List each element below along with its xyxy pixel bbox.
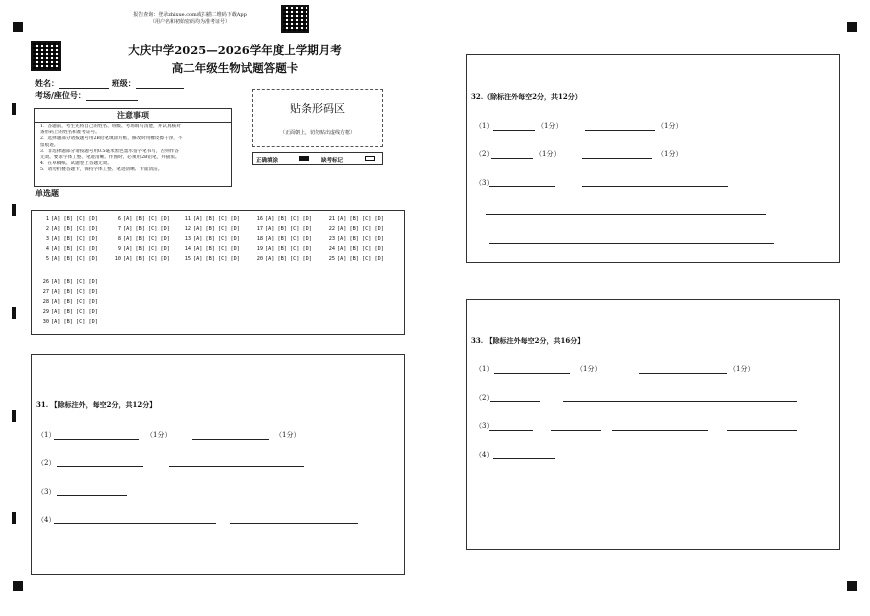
- q31-part2-blank1[interactable]: [57, 466, 143, 467]
- mc-question-number: 7: [117, 226, 121, 232]
- mc-options[interactable]: [A] [B] [C] [D]: [265, 236, 312, 242]
- q31-box: [31, 354, 405, 575]
- timing-mark: [12, 512, 16, 524]
- mc-question-5[interactable]: [40, 256, 98, 262]
- q32-part1-blank2[interactable]: [585, 130, 655, 131]
- mc-question-18[interactable]: [254, 236, 312, 242]
- timing-mark: [12, 103, 16, 115]
- mc-question-7[interactable]: [112, 226, 170, 232]
- mc-options[interactable]: [A] [B] [C] [D]: [123, 246, 170, 252]
- q33-part4-label: （4）: [475, 451, 494, 459]
- mc-options[interactable]: [A] [B] [C] [D]: [123, 216, 170, 222]
- q32-part2-score1: （1分）: [535, 150, 561, 158]
- correct-fill-label: 正确填涂: [256, 158, 279, 164]
- notes-box: [34, 108, 232, 187]
- mc-options[interactable]: [A] [B] [C] [D]: [51, 256, 98, 262]
- notes-line: 无效。要求字体工整、笔迹清晰。作图时，必须用2B铅笔，并描浓。: [40, 155, 180, 161]
- mc-options[interactable]: [A] [B] [C] [D]: [51, 299, 98, 305]
- timing-mark: [12, 204, 16, 216]
- q32-part2-blank1[interactable]: [491, 158, 533, 159]
- mc-question-number: 27: [42, 289, 49, 295]
- mc-options[interactable]: [A] [B] [C] [D]: [51, 309, 98, 315]
- q33-part3-blank4[interactable]: [727, 430, 797, 431]
- mc-question-number: 3: [45, 236, 49, 242]
- mc-question-number: 26: [42, 279, 49, 285]
- mc-options[interactable]: [A] [B] [C] [D]: [51, 226, 98, 232]
- q32-box: [466, 54, 840, 263]
- mc-question-9[interactable]: [112, 246, 170, 252]
- mc-question-6[interactable]: [112, 216, 170, 222]
- exam-title-line1: 大庆中学2025—2026学年度上学期月考: [128, 43, 342, 57]
- mc-question-14[interactable]: [182, 246, 240, 252]
- qr-code-icon: [31, 41, 61, 71]
- mc-question-20[interactable]: [254, 256, 312, 262]
- barcode-area: [252, 89, 383, 147]
- report-notice-line2: （用户名和初始密码均为准考证号）: [149, 19, 230, 25]
- mc-question-number: 29: [42, 309, 49, 315]
- mc-question-26[interactable]: [40, 279, 98, 285]
- notes-title: 注意事项: [117, 110, 149, 120]
- mc-question-number: 14: [184, 246, 191, 252]
- mc-options[interactable]: [A] [B] [C] [D]: [337, 226, 384, 232]
- mc-question-30[interactable]: [40, 319, 98, 325]
- mc-question-number: 9: [117, 246, 121, 252]
- q32-part1-label: （1）: [475, 122, 494, 130]
- q33-box: [466, 299, 840, 550]
- mc-options[interactable]: [A] [B] [C] [D]: [123, 256, 170, 262]
- mc-question-12[interactable]: [182, 226, 240, 232]
- q32-part2-blank2[interactable]: [582, 158, 652, 159]
- mc-question-number: 28: [42, 299, 49, 305]
- q31-part1-score2: （1分）: [275, 431, 301, 439]
- mc-question-13[interactable]: [182, 236, 240, 242]
- mc-options[interactable]: [A] [B] [C] [D]: [51, 246, 98, 252]
- mc-options[interactable]: [A] [B] [C] [D]: [123, 226, 170, 232]
- q33-part3-blank2[interactable]: [551, 430, 601, 431]
- mc-question-22[interactable]: [326, 226, 384, 232]
- mc-question-number: 17: [256, 226, 263, 232]
- q33-title: 33. 【除标注外每空2分，共16分】: [471, 336, 585, 345]
- mc-options[interactable]: [A] [B] [C] [D]: [337, 216, 384, 222]
- seat-field[interactable]: [86, 92, 138, 101]
- q32-title: 32.（除标注外每空2分，共12分）: [471, 92, 582, 101]
- q32-part3-blank2[interactable]: [582, 186, 728, 187]
- timing-mark: [12, 307, 16, 319]
- mc-options[interactable]: [A] [B] [C] [D]: [193, 256, 240, 262]
- notes-line: 留痕迹。: [40, 142, 59, 148]
- corner-mark-top-left: [13, 22, 23, 32]
- mc-question-1[interactable]: [40, 216, 98, 222]
- mc-question-2[interactable]: [40, 226, 98, 232]
- corner-mark-top-right: [847, 22, 857, 32]
- mc-question-number: 2: [45, 226, 49, 232]
- q32-part3-label: （3）: [475, 179, 494, 187]
- class-label: 班级：: [111, 78, 136, 88]
- q32-part2-score2: （1分）: [657, 150, 683, 158]
- mc-options[interactable]: [A] [B] [C] [D]: [51, 279, 98, 285]
- q33-part2-label: （2）: [475, 394, 494, 402]
- notes-line: 5．请勿折叠答题卡，保持字体工整、笔迹清晰、卡面清洁。: [40, 167, 163, 173]
- correct-fill-sample: [299, 156, 309, 161]
- mc-question-number: 18: [256, 236, 263, 242]
- mc-question-24[interactable]: [326, 246, 384, 252]
- mc-question-number: 13: [184, 236, 191, 242]
- q33-part1-score1: （1分）: [576, 365, 602, 373]
- mc-options[interactable]: [A] [B] [C] [D]: [337, 236, 384, 242]
- mc-question-16[interactable]: [254, 216, 312, 222]
- mc-question-8[interactable]: [112, 236, 170, 242]
- exam-title: [110, 42, 360, 76]
- mc-answer-box: [31, 210, 405, 335]
- q31-part4-blank1[interactable]: [54, 523, 216, 524]
- q31-part4-label: （4）: [37, 516, 56, 524]
- notes-line: 2．选择题部分请按题号用2B铅笔填涂方框，修改时用橡皮擦干净，不: [40, 136, 183, 142]
- mc-section-label: 单选题: [35, 188, 59, 198]
- mc-options[interactable]: [A] [B] [C] [D]: [265, 216, 312, 222]
- name-field[interactable]: [59, 80, 109, 89]
- mc-question-3[interactable]: [40, 236, 98, 242]
- mc-question-number: 11: [184, 216, 191, 222]
- name-class-row: [35, 78, 184, 89]
- mc-question-number: 1: [45, 216, 49, 222]
- notes-lines: [35, 122, 231, 174]
- q32-part3-blank4[interactable]: [489, 243, 774, 244]
- q31-part1-score1: （1分）: [146, 431, 172, 439]
- q31-part3-blank1[interactable]: [57, 495, 127, 496]
- q31-part1-blank1[interactable]: [54, 439, 139, 440]
- mc-options[interactable]: [A] [B] [C] [D]: [193, 226, 240, 232]
- q31-part2-blank2[interactable]: [169, 466, 304, 467]
- mc-options[interactable]: [A] [B] [C] [D]: [265, 246, 312, 252]
- exam-title-line2: 高二年级生物试题答题卡: [171, 61, 299, 75]
- mc-question-number: 16: [256, 216, 263, 222]
- mc-question-number: 25: [328, 256, 335, 262]
- timing-mark: [12, 410, 16, 422]
- q33-part1-label: （1）: [475, 365, 494, 373]
- mc-question-number: 20: [256, 256, 263, 262]
- q32-part2-label: （2）: [475, 150, 494, 158]
- barcode-hint: （正面朝上，切勿贴出虚线方框）: [279, 130, 355, 136]
- mc-options[interactable]: [A] [B] [C] [D]: [337, 256, 384, 262]
- mc-options[interactable]: [A] [B] [C] [D]: [51, 289, 98, 295]
- q33-part1-score2: （1分）: [729, 365, 755, 373]
- corner-mark-bottom-left: [13, 581, 23, 591]
- absent-mark-label: 缺考标记: [321, 158, 344, 164]
- mc-question-17[interactable]: [254, 226, 312, 232]
- mc-question-29[interactable]: [40, 309, 98, 315]
- mc-options[interactable]: [A] [B] [C] [D]: [51, 216, 98, 222]
- q32-part3-blank3[interactable]: [486, 214, 766, 215]
- mc-question-number: 23: [328, 236, 335, 242]
- mc-question-number: 4: [45, 246, 49, 252]
- notes-line: 条形码上的姓名和准考证号。: [40, 130, 100, 136]
- mc-question-number: 21: [328, 216, 335, 222]
- q33-part4-blank1[interactable]: [493, 458, 555, 459]
- qr-code-icon: [281, 5, 309, 33]
- corner-mark-bottom-right: [847, 581, 857, 591]
- q33-part3-label: （3）: [475, 422, 494, 430]
- mc-question-15[interactable]: [182, 256, 240, 262]
- mc-question-number: 19: [256, 246, 263, 252]
- q31-part1-label: （1）: [37, 431, 56, 439]
- report-notice: [100, 12, 280, 26]
- mc-options[interactable]: [A] [B] [C] [D]: [51, 319, 98, 325]
- mc-question-number: 22: [328, 226, 335, 232]
- mc-question-4[interactable]: [40, 246, 98, 252]
- mc-question-number: 30: [42, 319, 49, 325]
- mc-question-number: 8: [117, 236, 121, 242]
- mc-question-19[interactable]: [254, 246, 312, 252]
- q33-part1-blank2[interactable]: [639, 373, 727, 374]
- seat-row: [35, 90, 138, 101]
- mc-question-23[interactable]: [326, 236, 384, 242]
- mc-question-number: 24: [328, 246, 335, 252]
- mc-options[interactable]: [A] [B] [C] [D]: [337, 246, 384, 252]
- q33-part3-blank1[interactable]: [489, 430, 533, 431]
- notes-line: 3．非选择题部分请按题号用0.5毫米黑色墨水签字笔书写，否则作答: [40, 148, 179, 154]
- mc-question-number: 5: [45, 256, 49, 262]
- q31-part3-label: （3）: [37, 488, 56, 496]
- q32-part1-score2: （1分）: [657, 122, 683, 130]
- q32-part1-blank1[interactable]: [493, 130, 535, 131]
- mc-options[interactable]: [A] [B] [C] [D]: [265, 226, 312, 232]
- mc-question-27[interactable]: [40, 289, 98, 295]
- notes-line: 1．答题前，考生先将自己的姓名、班级、考场填写清楚，并认真核对: [40, 124, 181, 129]
- q33-part2-blank2[interactable]: [563, 401, 797, 402]
- q31-title: 31. 【除标注外，每空2分，共12分】: [36, 400, 157, 409]
- fill-legend: [252, 152, 383, 165]
- q31-part1-blank2[interactable]: [192, 439, 269, 440]
- mc-question-10[interactable]: [112, 256, 170, 262]
- mc-options[interactable]: [A] [B] [C] [D]: [193, 236, 240, 242]
- mc-options[interactable]: [A] [B] [C] [D]: [51, 236, 98, 242]
- mc-options[interactable]: [A] [B] [C] [D]: [265, 256, 312, 262]
- absent-mark-box[interactable]: [365, 156, 375, 161]
- mc-options[interactable]: [A] [B] [C] [D]: [123, 236, 170, 242]
- q31-part2-label: （2）: [37, 459, 56, 467]
- q31-part4-blank2[interactable]: [230, 523, 358, 524]
- q33-part1-blank1[interactable]: [494, 373, 570, 374]
- q32-part3-blank1[interactable]: [489, 186, 555, 187]
- seat-label: 考场/座位号：: [35, 90, 86, 100]
- report-notice-line1: 报告查询：登录zhixue.com或扫描二维码下载App: [133, 12, 247, 18]
- mc-question-28[interactable]: [40, 299, 98, 305]
- mc-question-number: 10: [114, 256, 121, 262]
- mc-question-number: 12: [184, 226, 191, 232]
- q33-part2-blank1[interactable]: [490, 401, 540, 402]
- mc-options[interactable]: [A] [B] [C] [D]: [193, 216, 240, 222]
- mc-options[interactable]: [A] [B] [C] [D]: [193, 246, 240, 252]
- q32-part1-score1: （1分）: [537, 122, 563, 130]
- name-label: 姓名：: [35, 78, 59, 88]
- class-field[interactable]: [136, 80, 184, 89]
- barcode-title: 贴条形码区: [290, 102, 345, 115]
- mc-question-25[interactable]: [326, 256, 384, 262]
- mc-question-number: 15: [184, 256, 191, 262]
- notes-line: 4．在草稿纸、试题卷上答题无效。: [40, 161, 112, 167]
- q33-part3-blank3[interactable]: [612, 430, 708, 431]
- mc-question-number: 6: [117, 216, 121, 222]
- mc-question-21[interactable]: [326, 216, 384, 222]
- mc-question-11[interactable]: [182, 216, 240, 222]
